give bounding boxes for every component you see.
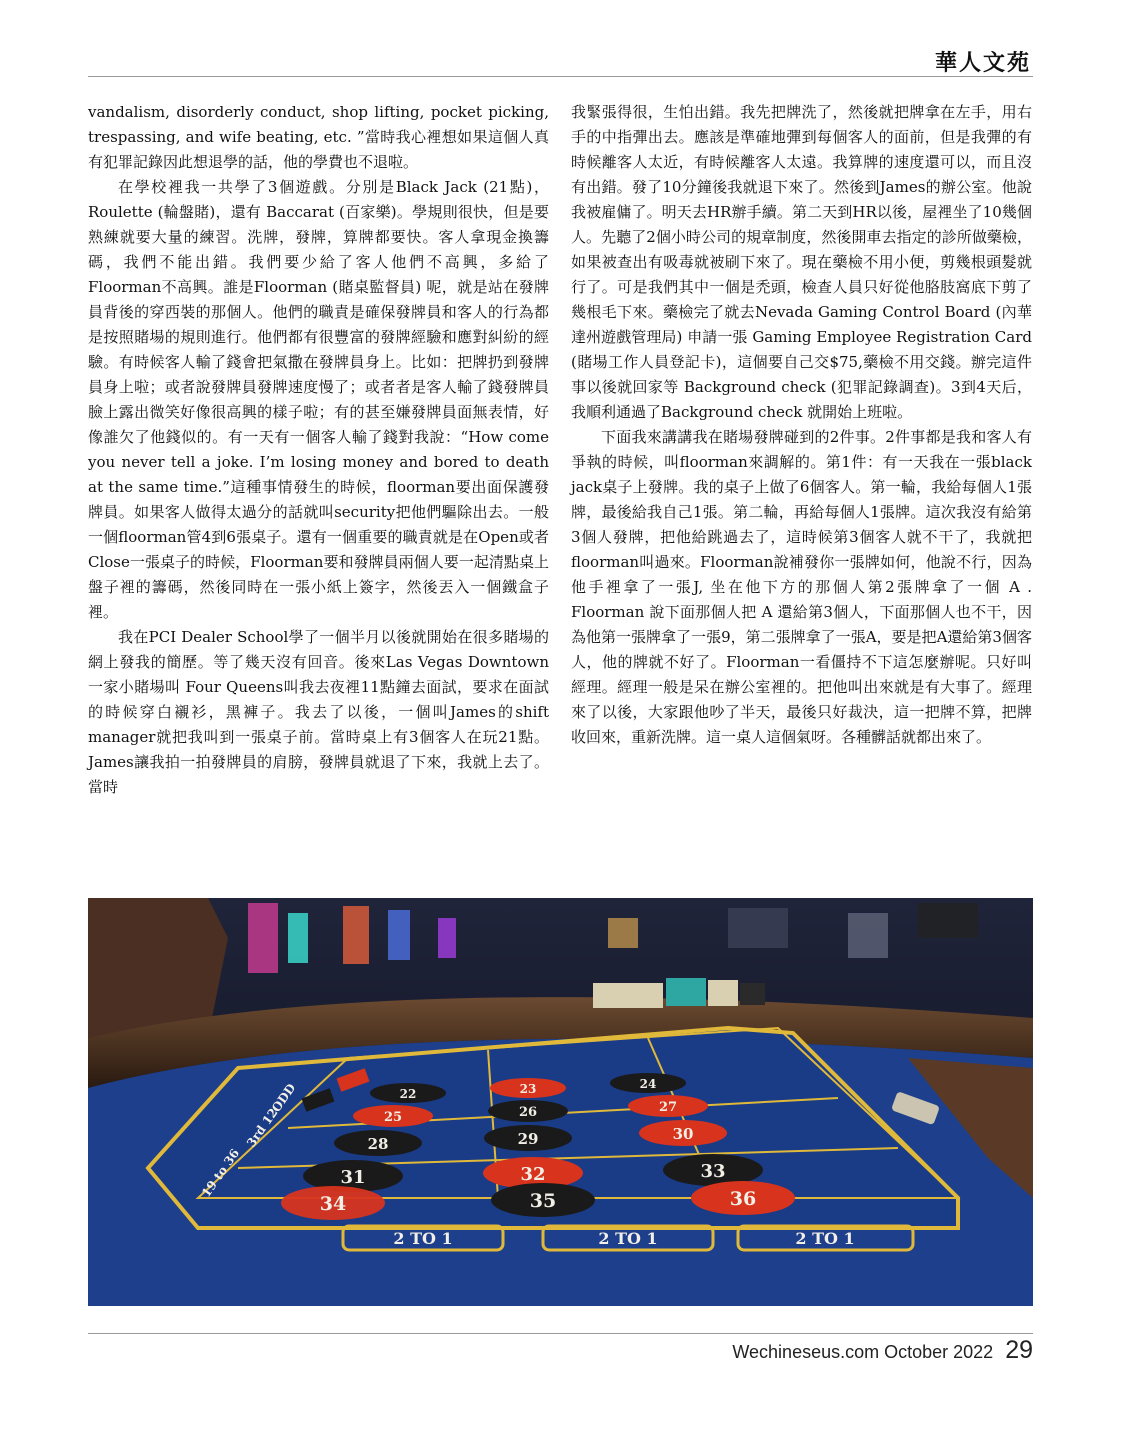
paragraph: 我緊張得很，生怕出錯。我先把牌洗了，然後就把牌拿在左手，用右手的中指彈出去。應該是準確地彈到每個客人的面前，但是我彈的有時候離客人太近，有時候離客人太遠。我算牌的速度還可以，而且沒有出錯。發了10分鐘後我就退下來了。然後到James的辦公室。他說我被雇傭了。明天去HR辦手續。第二天到HR以後，屋裡坐了10幾個人。先聽了2個小時公司的規章制度，然後開車去指定的診所做藥檢，如果被查出有吸毒就被刷下來了。現在藥檢不用小便，剪幾根頭髮就行了。可是我們其中一個是禿頭，檢查人員只好從他胳肢窩底下剪了幾根毛下來。藥檢完了就去Nevada Gaming Control Board (內華達州遊戲管理局) 申請一張 Gaming Employee Registration Card (賭場工作人員登記卡)，這個要自己交$75,藥檢不用交錢。辦完這件事以後就回家等 Background check (犯罪記錄調查)。3到4天后，我順利通過了Background check 就開始上班啦。 (571, 103, 1032, 421)
column-bet-label: 2 TO 1 (795, 1229, 855, 1248)
side-bet-label: 19 to 36 (198, 1146, 243, 1200)
number-label: 28 (367, 1135, 389, 1153)
header-divider (88, 76, 1033, 77)
number-label: 27 (658, 1100, 678, 1115)
paragraph: vandalism, disorderly conduct, shop lifting, pocket picking, trespassing, and wife beating, etc. ”當時我心裡想如果這個人真有犯罪記錄因此想退學的話，他的學費也不退啦。 (88, 103, 549, 171)
article-column-left (88, 100, 549, 800)
number-label: 30 (672, 1125, 694, 1143)
number-label: 34 (319, 1193, 347, 1215)
number-label: 26 (518, 1105, 538, 1120)
column-bet-label: 2 TO 1 (393, 1229, 453, 1248)
number-label: 32 (520, 1164, 546, 1185)
side-bet-label: 3rd 12 (243, 1105, 281, 1150)
side-bet-label: ODD (268, 1081, 299, 1115)
number-label: 22 (399, 1087, 417, 1101)
number-label: 31 (340, 1167, 366, 1188)
page-footer (732, 1336, 1033, 1365)
page-number: 29 (1005, 1336, 1033, 1364)
number-label: 33 (700, 1161, 726, 1182)
number-label: 29 (517, 1130, 539, 1148)
number-label: 36 (729, 1188, 757, 1210)
footer-site-date: Wechineseus.com October 2022 (732, 1342, 994, 1362)
article-column-right (571, 100, 1032, 750)
roulette-table-photo (88, 898, 1033, 1306)
number-label: 35 (529, 1190, 557, 1212)
number-label: 25 (383, 1110, 403, 1125)
column-bet-label: 2 TO 1 (598, 1229, 658, 1248)
paragraph: 我在PCI Dealer School學了一個半月以後就開始在很多賭場的網上發我的簡歷。等了幾天沒有回音。後來Las Vegas Downtown 一家小賭場叫 Four Queens叫我去夜裡11點鐘去面試，要求在面試的時候穿白襯衫，黑褲子。我去了以後，一個叫James的shift manager就把我叫到一張桌子前。當時桌上有3個客人在玩21點。James讓我拍一拍發牌員的肩膀，發牌員就退了下來，我就上去了。當時 (88, 628, 549, 796)
number-label: 23 (519, 1082, 537, 1096)
footer-divider (88, 1333, 1033, 1334)
number-label: 24 (639, 1077, 657, 1091)
paragraph: 在學校裡我一共學了3個遊戲。分別是Black Jack (21點)，Roulette (輪盤賭)，還有 Baccarat (百家樂)。學規則很快，但是要熟練就要大量的練習。洗牌，發牌，算牌都要快。客人拿現金換籌碼，我們不能出錯。我們要少給了客人他們不高興，多給了Floorman不高興。誰是Floorman (賭桌監督員) 呢，就是站在發牌員背後的穿西裝的那個人。他們的職責是確保發牌員和客人的行為都是按照賭場的規則進行。他們都有很豐富的發牌經驗和應對糾紛的經驗。有時候客人輸了錢會把氣撒在發牌員身上。比如：把牌扔到發牌員身上啦；或者說發牌員發牌速度慢了；或者者是客人輸了錢發牌員臉上露出微笑好像很高興的樣子啦；有的甚至嫌發牌員面無表情，好像誰欠了他錢似的。有一天有一個客人輸了錢對我說：“How come you never tell a joke. I’m losing money and bored to death at the same time.”這種事情發生的時候，floorman要出面保護發牌員。如果客人做得太過分的話就叫security把他們驅除出去。一般一個floorman管4到6張桌子。還有一個重要的職責就是在Open或者Close一張桌子的時候，Floorman要和發牌員兩個人要一起清點桌上盤子裡的籌碼，然後同時在一張小紙上簽字，然後丟入一個鐵盒子裡。 (88, 178, 549, 621)
magazine-section-title: 華人文苑 (934, 50, 1031, 76)
paragraph: 下面我來講講我在賭場發牌碰到的2件事。2件事都是我和客人有爭執的時候，叫floorman來調解的。第1件：有一天我在一張black jack桌子上發牌。我的桌子上做了6個客人。第一輪，我給每個人1張牌，最後給我自己1張。第二輪，再給每個人1張牌。這次我沒有給第3個人發牌，把他給跳過去了，這時候第3個客人就不干了，我就把floorman叫過來。Floorman說補發你一張牌如何，他說不行，因為他手裡拿了一張J, 坐在他下方的那個人第2張牌拿了一個 A . Floorman 說下面那個人把 A 還給第3個人，下面那個人也不干，因為他第一張牌拿了一張9，第二張牌拿了一張A，要是把A還給第3個客人，他的牌就不好了。Floorman一看僵持不下這怎麼辦呢。只好叫經理。經理一般是呆在辦公室裡的。把他叫出來就是有大事了。經理來了以後，大家跟他吵了半天，最後只好裁決，這一把牌不算，把牌收回來，重新洗牌。這一桌人這個氣呀。各種髒話就都出來了。 (571, 428, 1032, 746)
